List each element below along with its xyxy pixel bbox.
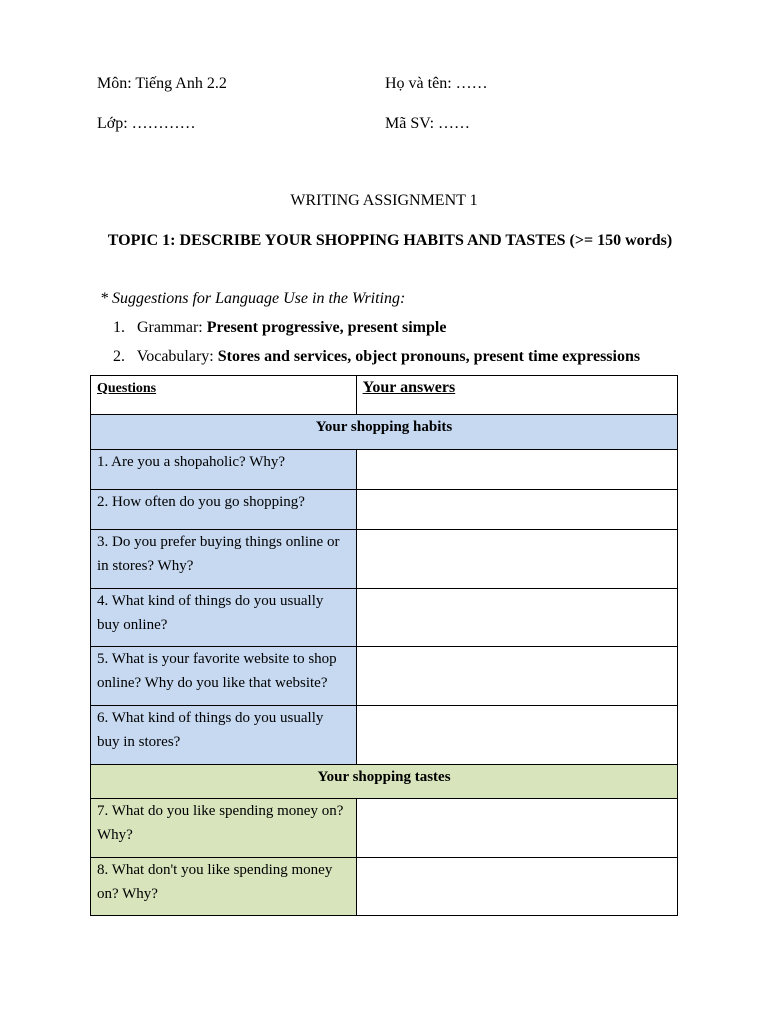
table-row [91,799,678,858]
question-cell: 1. Are you a shopaholic? Why? [91,450,357,490]
suggestion-item-grammar [113,319,446,337]
suggestion-label: Grammar: [137,319,207,336]
section-heading-tastes: Your shopping tastes [91,765,678,799]
questions-table [90,375,678,916]
table-header-row [91,376,678,415]
topic-heading: TOPIC 1: DESCRIBE YOUR SHOPPING HABITS AND TASTES (>= 150 words) [107,232,673,249]
question-cell: 8. What don't you like spending money on? Why? [91,858,357,916]
question-cell: 5. What is your favorite website to shop online? Why do you like that website? [91,647,357,706]
answers-header-label: Your answers [362,379,456,396]
table-row [91,647,678,706]
student-id-label: Mã SV: …… [385,115,471,132]
suggestion-item-vocabulary [113,348,640,366]
name-label: Họ và tên: …… [385,75,488,92]
suggestion-label: Vocabulary: [136,348,218,365]
assignment-title: WRITING ASSIGNMENT 1 [290,192,478,209]
list-number: 1. [113,319,125,336]
table-row [91,706,678,765]
answer-cell[interactable] [356,706,677,765]
answer-cell[interactable] [356,530,677,589]
table-row [91,589,678,647]
subject-label: Môn: Tiếng Anh 2.2 [97,75,227,92]
section-heading-habits: Your shopping habits [91,415,678,450]
questions-header-label: Questions [97,381,157,396]
question-cell: 3. Do you prefer buying things online or in stores? Why? [91,530,357,589]
section-row-habits [91,415,678,450]
answers-header [356,376,677,415]
questions-header [91,376,357,415]
suggestion-value: Present progressive, present simple [206,319,447,336]
table-row [91,530,678,589]
answer-cell[interactable] [356,858,677,916]
list-number: 2. [113,348,125,365]
table-row [91,490,678,530]
table-row [91,450,678,490]
section-row-tastes [91,765,678,799]
answer-cell[interactable] [356,589,677,647]
question-cell: 4. What kind of things do you usually buy online? [91,589,357,647]
suggestions-title: * Suggestions for Language Use in the Writing: [100,290,406,307]
answer-cell[interactable] [356,647,677,706]
answer-cell[interactable] [356,450,677,490]
question-cell: 2. How often do you go shopping? [91,490,357,530]
question-cell: 7. What do you like spending money on? Why? [91,799,357,858]
question-cell: 6. What kind of things do you usually buy in stores? [91,706,357,765]
answer-cell[interactable] [356,490,677,530]
answer-cell[interactable] [356,799,677,858]
class-label: Lớp: ………… [97,115,196,132]
suggestion-value: Stores and services, object pronouns, present time expressions [217,348,641,365]
table-row [91,858,678,916]
